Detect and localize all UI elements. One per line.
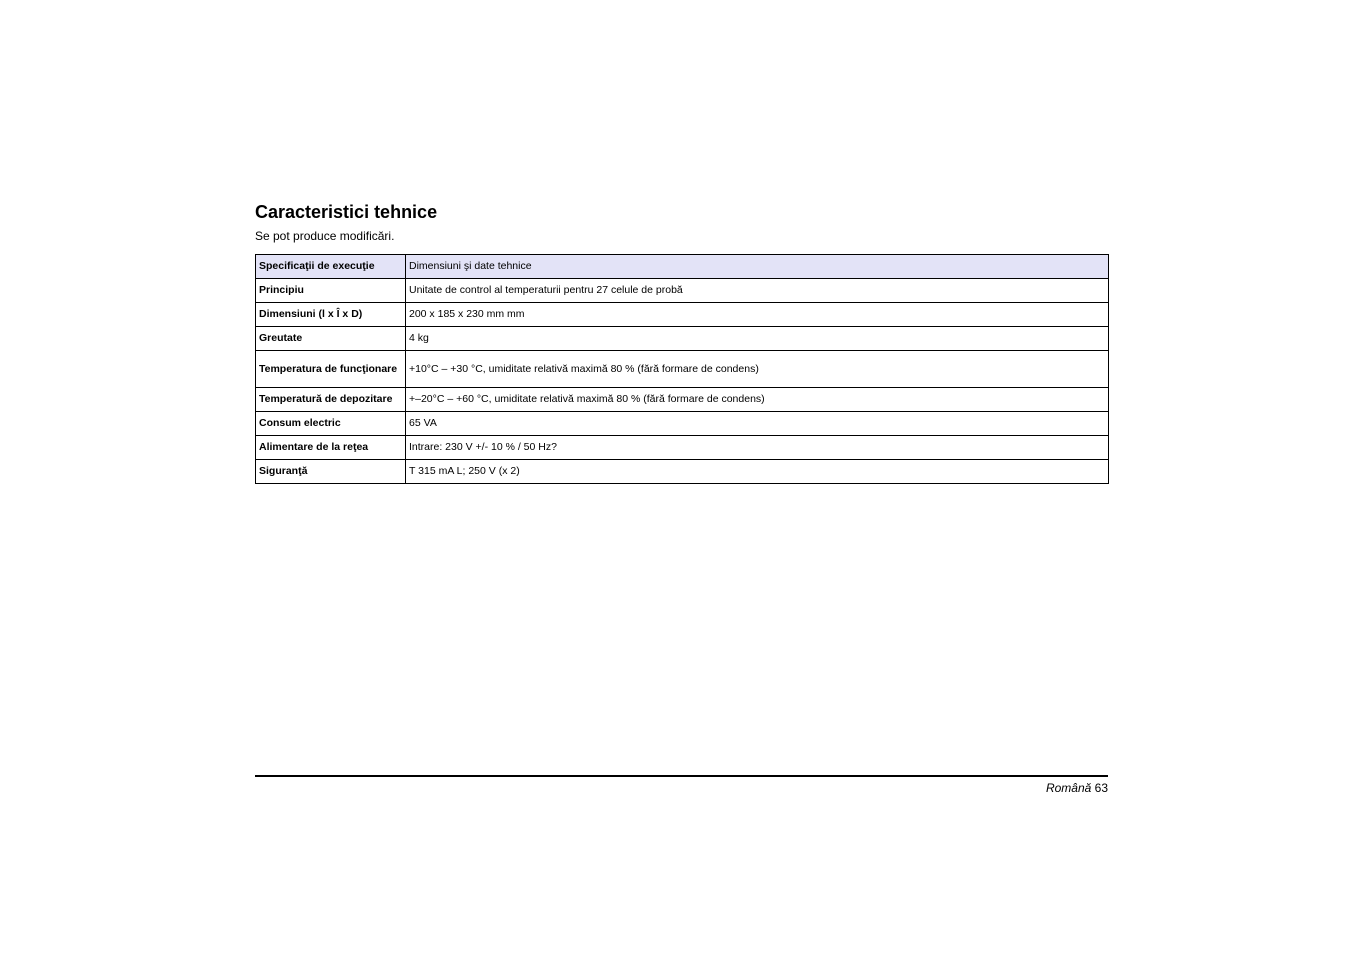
row-label: Alimentare de la reţea (256, 436, 406, 460)
table-header-label: Specificaţii de execuţie (256, 255, 406, 279)
row-label: Consum electric (256, 412, 406, 436)
table-row (256, 279, 1109, 303)
table-row (256, 388, 1109, 412)
row-label: Siguranţă (256, 460, 406, 484)
row-value: 4 kg (406, 327, 1109, 351)
footer-page-number: 63 (1094, 781, 1108, 795)
row-label: Principiu (256, 279, 406, 303)
table-row (256, 303, 1109, 327)
row-label: Temperatură de depozitare (256, 388, 406, 412)
table-row (256, 460, 1109, 484)
row-value: T 315 mA L; 250 V (x 2) (406, 460, 1109, 484)
table-header-row (256, 255, 1109, 279)
row-value: 200 x 185 x 230 mm mm (406, 303, 1109, 327)
row-value: +–20°C – +60 °C, umiditate relativă maximă 80 % (fără formare de condens) (406, 388, 1109, 412)
page-title: Caracteristici tehnice (255, 202, 438, 222)
table-header-value: Dimensiuni şi date tehnice (406, 255, 1109, 279)
row-label: Temperatura de funcţionare (256, 351, 406, 388)
table-row (256, 436, 1109, 460)
row-value: 65 VA (406, 412, 1109, 436)
row-label: Dimensiuni (l x Î x D) (256, 303, 406, 327)
footer-divider (255, 775, 1108, 777)
row-value: +10°C – +30 °C, umiditate relativă maximă 80 % (fără formare de condens) (406, 351, 1109, 388)
row-value: Intrare: 230 V +/- 10 % / 50 Hz? (406, 436, 1109, 460)
table-row (256, 351, 1109, 388)
table-row (256, 412, 1109, 436)
page-footer (1046, 780, 1108, 796)
table-row (256, 327, 1109, 351)
footer-language: Română (1045, 781, 1092, 795)
row-value: Unitate de control al temperaturii pentru 27 celule de probă (406, 279, 1109, 303)
spec-table (255, 254, 1109, 484)
row-label: Greutate (256, 327, 406, 351)
page-subtitle: Se pot produce modificări. (255, 229, 395, 243)
